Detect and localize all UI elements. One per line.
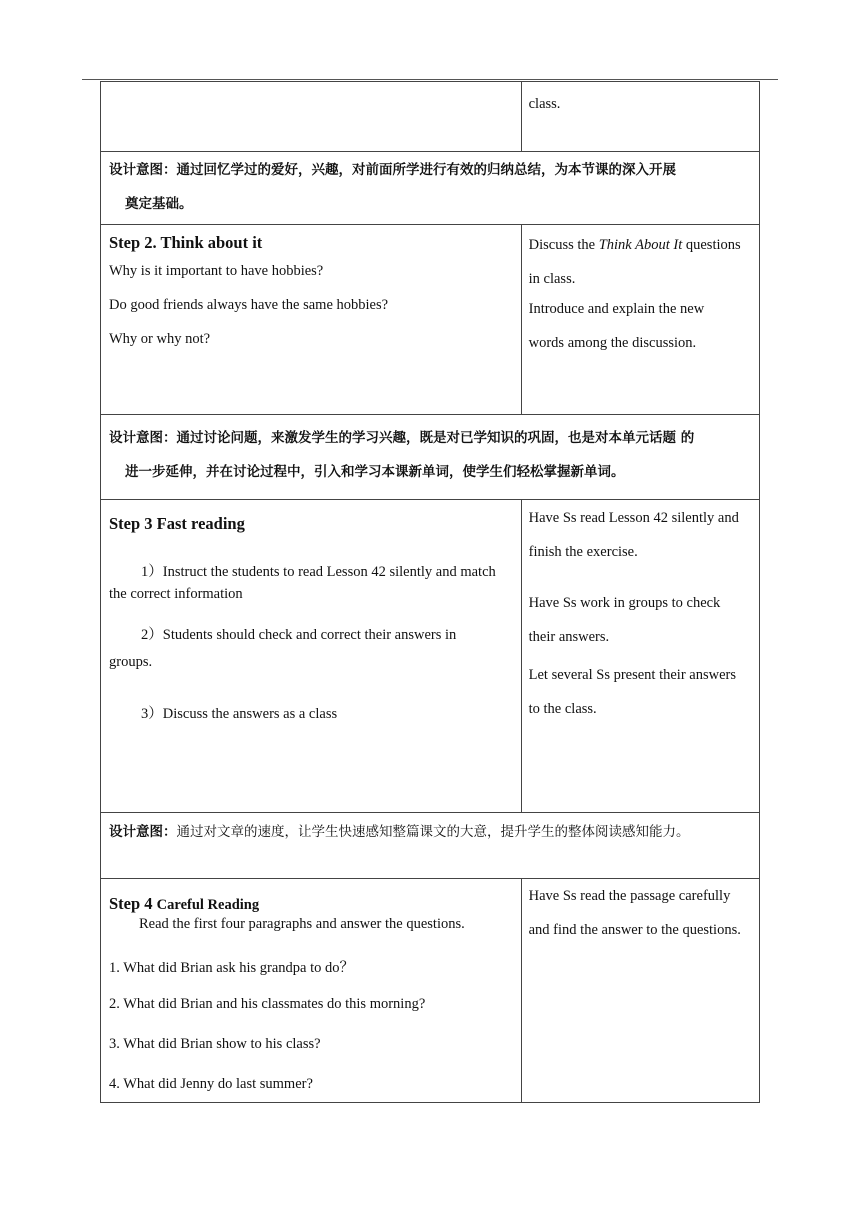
- table-row: [101, 225, 760, 415]
- left-cell: [101, 500, 522, 813]
- teacher-activity-line: to the class.: [528, 701, 597, 717]
- step-title-sub: Careful Reading: [156, 897, 260, 913]
- text-span: Discuss the: [528, 237, 599, 253]
- table-row: [101, 879, 760, 1103]
- design-intent-cell: [101, 152, 760, 225]
- right-cell: [521, 225, 759, 415]
- question-line: 1. What did Brian ask his grandpa to do？: [109, 960, 354, 976]
- design-intent-cell: [101, 813, 760, 879]
- lesson-plan-table: [100, 81, 760, 1103]
- header-rule: [82, 79, 778, 80]
- design-intent-label: 设计意图：: [109, 162, 177, 178]
- teacher-activity-line: [529, 237, 753, 271]
- teacher-activity-line: Introduce and explain the new: [528, 301, 705, 317]
- left-cell: [101, 225, 522, 415]
- design-intent-line: 通过对文章的速度，让学生快速感知整篇课文的大意，提升学生的整体阅读感知能力。: [176, 824, 690, 840]
- teacher-activity-line: finish the exercise.: [528, 544, 638, 560]
- left-cell: [101, 82, 522, 152]
- right-cell: [521, 82, 759, 152]
- question-line: Do good friends always have the same hobbies?: [109, 297, 389, 313]
- instruction-line: 2）Students should check and correct their answers in: [141, 627, 457, 643]
- table-row: [101, 500, 760, 813]
- question-line: Why or why not?: [109, 331, 211, 347]
- teacher-activity-line: Have Ss read Lesson 42 silently and: [528, 510, 739, 526]
- teacher-activity-line: words among the discussion.: [528, 335, 697, 351]
- teacher-activity-line: Have Ss work in groups to check: [528, 595, 721, 611]
- design-intent-line: 奠定基础。: [125, 196, 193, 212]
- question-line: Why is it important to have hobbies?: [109, 263, 324, 279]
- right-cell: [521, 879, 759, 1103]
- step-title: [109, 894, 513, 916]
- design-intent-label: 设计意图：: [109, 430, 177, 446]
- instruction-line: groups.: [109, 654, 153, 670]
- teacher-activity-line: Have Ss read the passage carefully: [528, 888, 731, 904]
- design-intent-row: [101, 415, 760, 500]
- instruction-line: the correct information: [109, 586, 243, 602]
- teacher-activity-line: Let several Ss present their answers: [528, 667, 736, 683]
- design-intent-cell: [101, 415, 760, 500]
- instruction-line: Read the first four paragraphs and answer the questions.: [139, 916, 465, 932]
- design-intent-label: 设计意图：: [109, 824, 177, 840]
- design-intent-row: [101, 152, 760, 225]
- question-line: 2. What did Brian and his classmates do this morning?: [109, 996, 426, 1012]
- text-span: questions: [682, 237, 741, 253]
- teacher-activity-line: and find the answer to the questions.: [528, 922, 741, 938]
- step-title: Step 3 Fast reading: [109, 514, 245, 533]
- instruction-line: 3）Discuss the answers as a class: [141, 706, 338, 722]
- teacher-activity-line: their answers.: [528, 629, 610, 645]
- instruction-line: 1）Instruct the students to read Lesson 42 silently and match: [141, 564, 496, 580]
- design-intent-line: 通过讨论问题，来激发学生的学习兴趣，既是对已学知识的巩固，也是对本单元话题 的: [176, 430, 695, 446]
- table-row: [101, 82, 760, 152]
- teacher-activity-line: in class.: [528, 271, 576, 287]
- step-title-main: Step 4: [109, 894, 157, 913]
- left-cell: [101, 879, 522, 1103]
- question-line: 4. What did Jenny do last summer?: [109, 1076, 313, 1092]
- design-intent-row: [101, 813, 760, 879]
- emphasis-text: Think About It: [598, 237, 683, 253]
- step-title: Step 2. Think about it: [109, 233, 263, 252]
- design-intent-line: 通过回忆学过的爱好，兴趣，对前面所学进行有效的归纳总结，为本节课的深入开展: [176, 162, 676, 178]
- design-intent-line: 进一步延伸，并在讨论过程中，引入和学习本课新单词，使学生们轻松掌握新单词。: [125, 464, 625, 480]
- teacher-activity-text: class.: [528, 96, 561, 112]
- question-line: 3. What did Brian show to his class?: [109, 1036, 321, 1052]
- right-cell: [521, 500, 759, 813]
